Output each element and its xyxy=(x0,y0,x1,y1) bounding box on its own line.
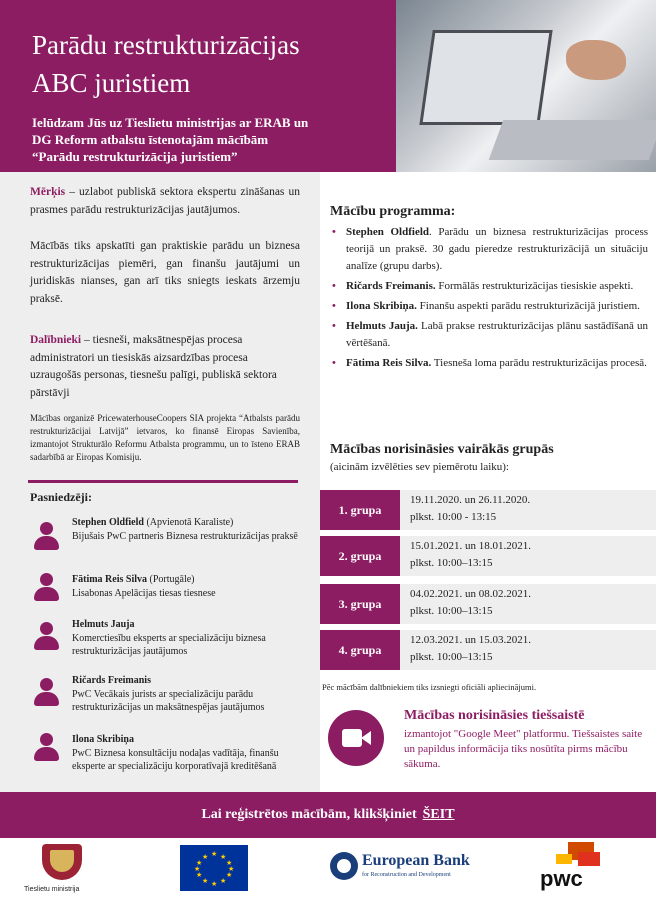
lecturer-desc: Lisabonas Apelācijas tiesas tiesnese xyxy=(72,587,216,599)
bullet-icon: • xyxy=(332,226,336,238)
program-item xyxy=(330,224,648,275)
participants-paragraph xyxy=(30,332,292,402)
goal-text: – uzlabot publiskā sektora ekspertu zināšanas un prasmes parādu restrukturizācijas jautājumos. xyxy=(30,186,300,216)
group-dates: 12.03.2021. un 15.03.2021. xyxy=(410,634,531,646)
lecturer-country: (Portugāle) xyxy=(147,574,195,585)
person-icon xyxy=(32,733,60,763)
program-item xyxy=(330,318,648,352)
program-text: Tiesneša loma parādu restrukturizācijas procesā. xyxy=(431,357,647,369)
goal-paragraph xyxy=(30,184,300,219)
ebrd-logo xyxy=(330,848,490,884)
person-icon xyxy=(32,622,60,652)
lecturer-desc: Komerctiesību eksperts ar specializāciju biznesa restrukturizācijas jautājumos xyxy=(72,632,266,657)
program-text: Formālās restrukturizācijas tiesiskie aspekti. xyxy=(435,280,634,292)
person-icon xyxy=(32,573,60,603)
group-row xyxy=(320,584,656,624)
program-item xyxy=(330,278,648,295)
title-line-2: ABC juristiem xyxy=(32,68,191,98)
groups-subtitle: (aicinām izvēlēties sev piemērotu laiku): xyxy=(330,461,509,473)
group-time: plkst. 10:00–13:15 xyxy=(410,557,493,569)
group-row xyxy=(320,536,656,576)
ministry-caption: Tieslietu ministrija xyxy=(24,886,80,893)
group-dates: 19.11.2020. un 26.11.2020. xyxy=(410,494,531,506)
lecturer-name: Ričards Freimanis xyxy=(72,675,151,686)
group-time: plkst. 10:00 - 13:15 xyxy=(410,511,497,523)
group-dates: 04.02.2021. un 08.02.2021. xyxy=(410,588,531,600)
program-speaker: Helmuts Jauja. xyxy=(346,320,418,332)
program-speaker: Ričards Freimanis. xyxy=(346,280,436,292)
lecturer-desc: Bijušais PwC partneris Biznesa restrukturizācijas praksē xyxy=(72,530,298,542)
google-meet-icon xyxy=(328,710,384,766)
bullet-icon: • xyxy=(332,357,336,369)
online-text: izmantojot "Google Meet" platformu. Tiešsaistes saite un papildus informācija tiks nosūtīta pirms mācību sākuma. xyxy=(404,728,643,770)
bullet-icon: • xyxy=(332,300,336,312)
group-dates: 15.01.2021. un 18.01.2021. xyxy=(410,540,531,552)
group-label: 4. grupa xyxy=(320,630,400,670)
coat-of-arms-icon xyxy=(42,844,82,880)
group-label: 3. grupa xyxy=(320,584,400,624)
participants-keyword: Dalībnieki xyxy=(30,334,82,346)
page-title xyxy=(32,26,362,102)
participants-text: – tiesneši, maksātnespējas procesa administratori un tiesiskās aizsardzības procesa uzraugošās personas, tiesnešu palīgi, publiskā sektora pārstāvji xyxy=(30,334,277,399)
goal-paragraph-2: Mācībās tiks apskatīti gan praktiskie parādu un biznesa restrukturizācijas piemēri, gan finanšu jautājumi un juridiskās nianses, gan arī tiks sniegts ieskats ārzemju praksē. xyxy=(30,240,300,305)
ministry-logo xyxy=(24,844,100,904)
group-time: plkst. 10:00–13:15 xyxy=(410,605,493,617)
online-title: Mācības norisināsies tiešsaistē xyxy=(404,708,585,723)
laptop-base-image xyxy=(489,120,656,160)
program-title: Mācību programma: xyxy=(330,204,456,219)
intro-line-3: “Parādu restrukturizācija juristiem” xyxy=(32,149,238,164)
program-list xyxy=(330,224,648,375)
organizer-paragraph: Mācības organizē PricewaterhouseCoopers SIA projekta “Atbalsts parādu restrukturizācijai Latvijā” ietvaros, ko finansē Eiropas Savienība, izmantojot Strukturālo Reformu Atbalsta programmu, un to īsteno ERAB sadarbībā ar Eiropas Komisiju. xyxy=(30,413,300,462)
person-icon xyxy=(32,522,60,552)
lecturer-name: Stephen Oldfield xyxy=(72,517,144,528)
lecturer-desc: PwC Biznesa konsultāciju nodaļas vadītāja, finanšu eksperte ar specializāciju korporatīvajā kreditēšanā xyxy=(72,747,279,772)
ebrd-subtitle: for Reconstruction and Development xyxy=(362,872,451,878)
lecturers-title: Pasniedzēji: xyxy=(30,490,92,504)
eu-flag-logo: ★ ★ ★ ★ ★ ★ ★ ★ ★ ★ ★ ★ xyxy=(180,845,248,891)
intro-line-1: Ielūdzam Jūs uz Tieslietu ministrijas ar ERAB un xyxy=(32,115,309,130)
program-text: Labā prakse restrukturizācijas plānu sastādīšanā un vērtēšanā. xyxy=(346,320,649,349)
register-link[interactable]: ŠEIT xyxy=(422,807,455,822)
groups-title: Mācības norisināsies vairākās grupās xyxy=(330,442,554,457)
program-speaker: Fātima Reis Silva. xyxy=(346,357,432,369)
ebrd-name: European Bank xyxy=(362,852,470,869)
group-row xyxy=(320,490,656,530)
bullet-icon: • xyxy=(332,320,336,332)
group-label: 1. grupa xyxy=(320,490,400,530)
hand-image xyxy=(566,40,626,80)
title-line-1: Parādu restrukturizācijas xyxy=(32,30,300,60)
register-text: Lai reģistrētos mācībām, klikšķiniet xyxy=(201,807,417,822)
header-photo xyxy=(396,0,656,172)
lecturer-name: Helmuts Jauja xyxy=(72,619,135,630)
pwc-wordmark: pwc xyxy=(540,866,583,891)
goal-keyword: Mērķis xyxy=(30,186,66,198)
laptop-screen-image xyxy=(419,30,552,125)
lecturer-desc: PwC Vecākais jurists ar specializāciju parādu restrukturizācijas un maksātnespējas jautājumos xyxy=(72,688,265,713)
pwc-logo xyxy=(540,840,620,900)
group-row xyxy=(320,630,656,670)
ebrd-mark-icon xyxy=(330,852,358,880)
person-icon xyxy=(32,678,60,708)
program-item xyxy=(330,298,648,315)
bullet-icon: • xyxy=(332,280,336,292)
lecturer-name: Fātima Reis Silva xyxy=(72,574,147,585)
program-speaker: Stephen Oldfield xyxy=(346,226,430,238)
program-item xyxy=(330,355,648,372)
lecturer-country: (Apvienotā Karaliste) xyxy=(143,517,234,528)
group-time: plkst. 10:00–13:15 xyxy=(410,651,493,663)
program-text: . Parādu un biznesa restrukturizācijas process teorijā un praksē. 30 gadu pieredze restrukturizācijā un situāciju analīze (grupu darbs). xyxy=(346,226,649,272)
program-text: Finanšu aspekti parādu restrukturizācijā juristiem. xyxy=(416,300,640,312)
certificate-note: Pēc mācībām dalībniekiem tiks izsniegti oficiāli apliecinājumi. xyxy=(322,682,537,692)
register-bar xyxy=(0,792,656,838)
program-speaker: Ilona Skribiņa. xyxy=(346,300,417,312)
lecturer-name: Ilona Skribiņa xyxy=(72,734,134,745)
intro-text xyxy=(32,114,332,165)
intro-line-2: DG Reform atbalstu īstenotajām mācībām xyxy=(32,132,269,147)
divider-line xyxy=(28,480,298,483)
group-label: 2. grupa xyxy=(320,536,400,576)
